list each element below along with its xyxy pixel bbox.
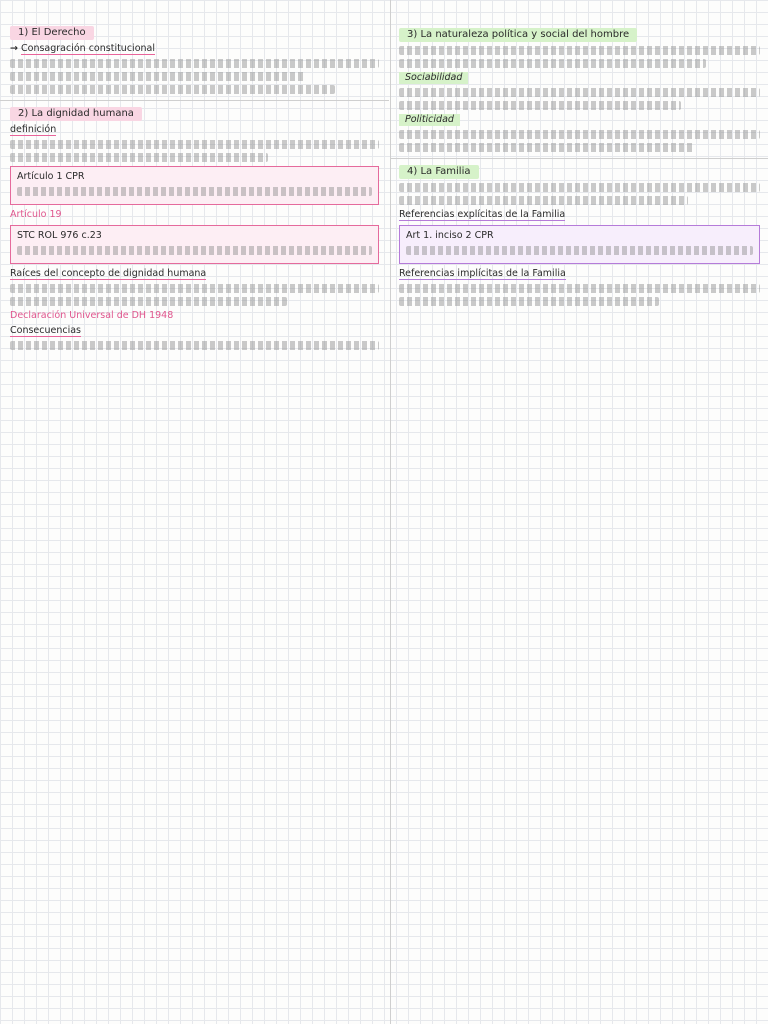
label-explicitas: Referencias explícitas de la Familia: [399, 209, 566, 220]
section-naturaleza: [399, 28, 760, 152]
illegible-text: [399, 88, 760, 97]
heading-sociabilidad: Sociabilidad: [399, 72, 468, 84]
illegible-text: [399, 143, 695, 152]
divider: [390, 158, 768, 159]
illegible-text: [399, 46, 760, 55]
label-implicitas: Referencias implícitas de la Familia: [399, 268, 566, 279]
illegible-text: [399, 297, 659, 306]
illegible-text: [10, 72, 305, 81]
arrow-icon: →: [10, 43, 18, 54]
illegible-text: [399, 130, 760, 139]
section-familia: [399, 165, 760, 306]
label-consagracion: Consagración constitucional: [21, 43, 155, 54]
illegible-text: [10, 59, 379, 68]
art1-reference: Art 1. inciso 2 CPR: [406, 230, 494, 241]
section-title-dignidad: 2) La dignidad humana: [10, 107, 142, 121]
illegible-text: [17, 246, 372, 255]
illegible-text: [399, 196, 688, 205]
label-raices: Raíces del concepto de dignidad humana: [10, 268, 207, 279]
right-column: [390, 0, 768, 1024]
illegible-text: [10, 284, 379, 293]
quote-box-art1: [399, 225, 760, 264]
section-derecho: [10, 26, 379, 94]
illegible-text: [17, 187, 372, 196]
stc-reference: STC ROL 976 c.23: [17, 230, 102, 241]
highlight-article-19: Artículo 19: [10, 209, 62, 220]
article-reference: Artículo 1 CPR: [17, 171, 85, 182]
highlight-declaration: Declaración Universal de DH 1948: [10, 310, 174, 321]
illegible-text: [406, 246, 753, 255]
illegible-text: [399, 59, 706, 68]
illegible-text: [10, 341, 379, 350]
section-title-familia: 4) La Familia: [399, 165, 479, 179]
section-title-naturaleza: 3) La naturaleza política y social del hombre: [399, 28, 637, 42]
illegible-text: [10, 140, 379, 149]
illegible-text: [10, 153, 268, 162]
label-definicion: definición: [10, 124, 57, 135]
label-consecuencias: Consecuencias: [10, 325, 82, 336]
illegible-text: [10, 85, 335, 94]
heading-politicidad: Politicidad: [399, 114, 460, 126]
quote-box-article: [10, 166, 379, 205]
divider: [0, 100, 389, 101]
quote-box-stc: [10, 225, 379, 264]
section-dignidad: [10, 107, 379, 350]
illegible-text: [399, 284, 760, 293]
section-title-derecho: 1) El Derecho: [10, 26, 94, 40]
illegible-text: [399, 183, 760, 192]
illegible-text: [10, 297, 287, 306]
illegible-text: [399, 101, 681, 110]
